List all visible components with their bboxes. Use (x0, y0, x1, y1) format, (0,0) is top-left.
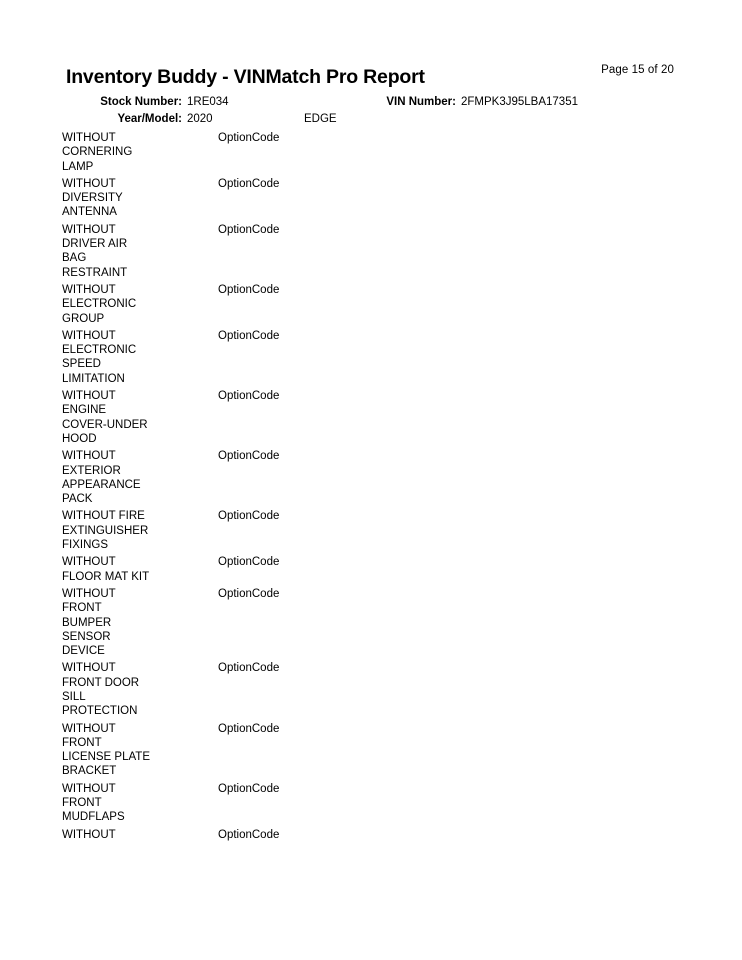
option-description: WITHOUT FRONT LICENSE PLATE BRACKET (62, 722, 150, 778)
option-row (62, 283, 682, 326)
option-description: WITHOUT CORNERING LAMP (62, 132, 133, 173)
option-description: WITHOUT EXTERIOR APPEARANCE PACK (62, 450, 141, 506)
vehicle-meta (66, 94, 676, 128)
year-model-label: Year/Model: (117, 113, 182, 125)
option-type: OptionCode (218, 390, 280, 403)
model-value: EDGE (304, 113, 337, 125)
option-row (62, 329, 682, 386)
option-type: OptionCode (218, 662, 280, 675)
option-description: WITHOUT DIVERSITY ANTENNA (62, 177, 123, 219)
option-row (62, 389, 682, 446)
option-row (62, 509, 682, 552)
option-type: OptionCode (218, 828, 280, 841)
option-description: WITHOUT ELECTRONIC GROUP (62, 283, 137, 325)
option-type: OptionCode (218, 587, 280, 600)
option-type: OptionCode (218, 782, 280, 795)
meta-row-year-model (66, 111, 676, 128)
option-type: OptionCode (218, 329, 280, 342)
vin-number-label: VIN Number: (386, 96, 456, 108)
option-row (62, 722, 682, 779)
option-description: WITHOUT FLOOR MAT KIT (62, 556, 150, 583)
option-type: OptionCode (218, 556, 280, 569)
option-type: OptionCode (218, 177, 280, 190)
option-row (62, 131, 682, 174)
option-type: OptionCode (218, 223, 280, 236)
option-row (62, 828, 682, 842)
page-number: Page 15 of 20 (601, 64, 674, 76)
option-type: OptionCode (218, 450, 280, 463)
page-title: Inventory Buddy - VINMatch Pro Report (66, 66, 425, 88)
option-description: WITHOUT FRONT MUDFLAPS (62, 782, 125, 824)
stock-number-label: Stock Number: (100, 96, 182, 108)
option-row (62, 587, 682, 658)
option-type: OptionCode (218, 132, 280, 144)
option-row (62, 661, 682, 718)
option-row (62, 449, 682, 506)
option-row (62, 223, 682, 280)
option-description: WITHOUT FIRE EXTINGUISHER FIXINGS (62, 510, 149, 552)
option-row (62, 555, 682, 584)
option-type: OptionCode (218, 722, 280, 735)
meta-row-stock-vin (66, 94, 676, 111)
option-row (62, 782, 682, 825)
option-description: WITHOUT FRONT BUMPER SENSOR DEVICE (62, 587, 116, 658)
option-description: WITHOUT FRONT DOOR SILL PROTECTION (62, 662, 140, 718)
option-description: WITHOUT DRIVER AIR BAG RESTRAINT (62, 223, 128, 279)
year-value: 2020 (187, 113, 213, 125)
option-type: OptionCode (218, 510, 280, 523)
option-row (62, 177, 682, 220)
stock-number-value: 1RE034 (187, 96, 229, 108)
option-list (62, 131, 682, 845)
option-description: WITHOUT ENGINE COVER-UNDER HOOD (62, 390, 148, 445)
option-type: OptionCode (218, 283, 280, 296)
option-description: WITHOUT ELECTRONIC SPEED LIMITATION (62, 329, 137, 385)
vin-number-value: 2FMPK3J95LBA17351 (461, 96, 578, 108)
option-description: WITHOUT (62, 828, 116, 841)
